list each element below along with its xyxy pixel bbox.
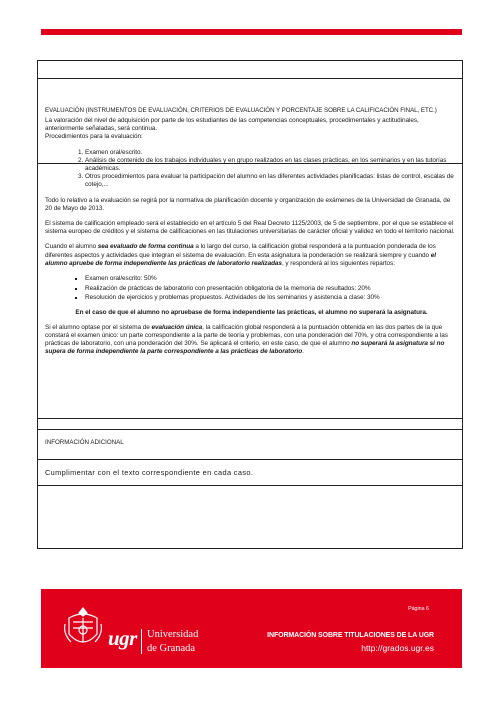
titulaciones-heading: INFORMACIÓN SOBRE TITULACIONES DE LA UGR	[267, 632, 434, 639]
additional-info-body: Cumplimentar con el texto correspondiente en cada caso.	[45, 468, 254, 477]
intro-paragraph: La valoración del nivel de adquisición por parte de los estudiantes de las competencias conceptuales, procedimentales y actitudinales, anteriormente señaladas, será continua.	[45, 117, 419, 133]
practicas-warning: En el caso de que el alumno no apruebase de forma independiente las prácticas, el alumno no superará la asignatura.	[75, 308, 428, 316]
university-seal-icon	[61, 604, 105, 654]
university-name-line2: de Granada	[147, 643, 196, 654]
unica-paragraph	[45, 324, 458, 357]
table-spacer-row	[38, 61, 462, 79]
weight-item: ▪ Realización de prácticas de laboratorio con presentación obligatoria de la memoria de resultados: 20%	[85, 285, 458, 293]
university-name-line1: Universidad	[147, 629, 199, 640]
procedure-item: 3. Otros procedimientos para evaluar la participación del alumno en las diferentes actividades planificadas: listas de control, escalas de cotejo,...	[85, 173, 458, 189]
weight-item: ▪ Examen oral/escrito: 50%	[85, 275, 458, 283]
continua-text-1: Cuando el alumno	[45, 243, 98, 251]
table-divider	[38, 459, 462, 460]
unica-text-3: .	[302, 348, 304, 356]
procedures-list	[45, 149, 458, 190]
continua-text-3: , y responderá al los siguientes repartos:	[281, 259, 395, 267]
sistema-paragraph: El sistema de calificación empleado será el establecido en el artículo 5 del Real Decreto 1125/2003, de 5 de septiembre, por el que se establece el sistema europeo de créditos y el sistema de calificaciones en las titulaciones universitarias de carácter oficial y validez en todo el territorio nacional.	[45, 220, 455, 236]
page-number: Página 6	[408, 606, 429, 612]
evaluation-section-title: EVALUACIÓN (INSTRUMENTOS DE EVALUACIÓN, CRITERIOS DE EVALUACIÓN Y PORCENTAJE SOBRE LA CALIFICACIÓN FINAL, ETC.)	[45, 107, 437, 114]
unica-emphasis-1: evaluación única	[151, 323, 203, 331]
weight-item: ▪ Resolución de ejercicios y problemas propuestos. Actividades de los seminarios y asistencia a clase: 30%	[85, 294, 458, 302]
normativa-paragraph: Todo lo relativo a la evaluación se regirá por la normativa de planificación docente y organización de exámenes de la Universidad de Granada, de 20 de Mayo de 2013.	[45, 196, 451, 212]
footer-banner	[41, 589, 462, 668]
unica-text-2: , la calificación global responderá a la puntuación obtenida en las dos partes de la que constará el examen único: un parte correspondiente a la parte de teoría y problemas, con una ponderación del 70%, y otra correspondiente a las prácticas de laboratorio, con una ponderación del 30%. Se aplicará el criterio, en este caso, de que el alumno	[45, 323, 448, 348]
continua-text-2: a lo largo del curso, la calificación global responderá a la puntuación ponderada de los diferentes aspectos y actividades que integran el sistema de evaluación. En esta asignatura la ponderación se realizará siempre y cuando	[45, 243, 436, 259]
additional-info-title: INFORMACIÓN ADICIONAL	[45, 439, 124, 446]
grados-link[interactable]: http://grados.ugr.es	[361, 643, 434, 653]
continua-paragraph	[45, 243, 458, 268]
logo-divider	[141, 629, 142, 654]
continua-emphasis-2: el alumno apruebe de forma independiente las prácticas de laboratorio realizadas	[45, 251, 436, 267]
unica-text-1: Si el alumno optase por el sistema de	[45, 323, 152, 331]
evaluation-table	[37, 60, 463, 549]
weights-list	[45, 275, 458, 303]
procedure-item: 2. Análisis de contenido de los trabajos individuales y en grupo realizados en las clases prácticas, en los seminarios y en las tutorías académicas.	[85, 157, 458, 173]
unica-emphasis-2: no superará la asignatura si no supera de forma independiente la parte correspondiente a las prácticas de laboratorio	[45, 340, 445, 356]
evaluation-body	[45, 117, 458, 364]
top-red-bar	[41, 29, 462, 35]
procedure-item: 1. Examen oral/escrito.	[85, 149, 458, 157]
table-divider	[38, 429, 462, 430]
table-divider	[38, 485, 462, 486]
table-divider	[38, 418, 462, 419]
ugr-logo-text: ugr	[108, 626, 137, 650]
continua-emphasis-1: sea evaluado de forma continua	[97, 243, 194, 251]
procedures-label: Procedimientos para la evaluación:	[45, 133, 143, 141]
